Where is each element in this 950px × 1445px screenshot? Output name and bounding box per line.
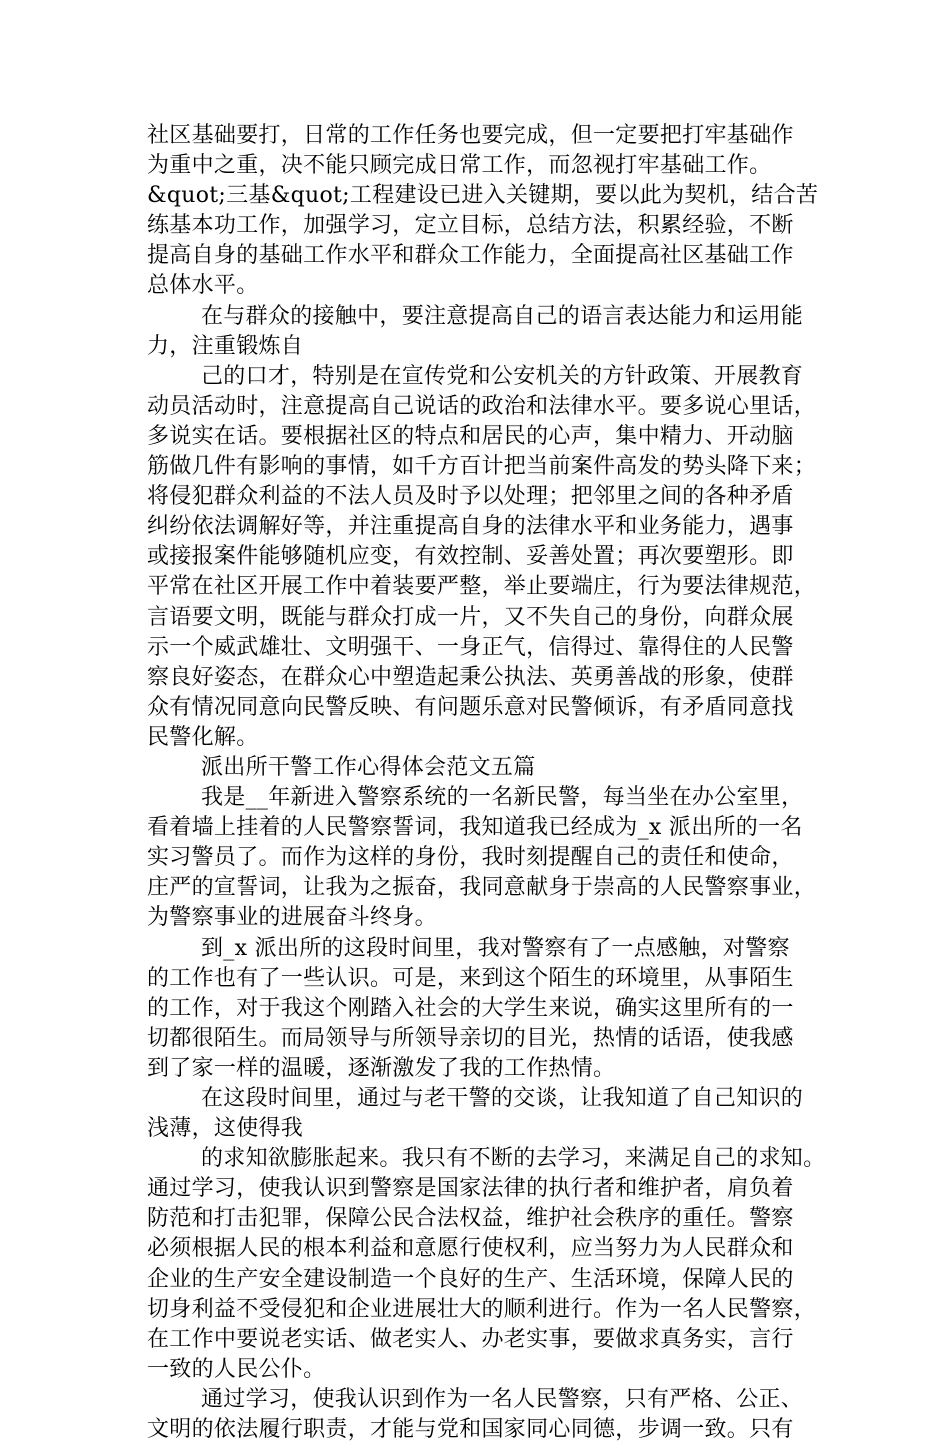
- text-line: 必须根据人民的根本利益和意愿行使权利，应当努力为人民群众和: [147, 1236, 794, 1262]
- text-line: 看着墙上挂着的人民警察誓词，我知道我已经成为_x 派出所的一名: [147, 815, 803, 841]
- text-line: 示一个威武雄壮、文明强干、一身正气，信得过、靠得住的人民警: [147, 634, 794, 660]
- text-line: 在这段时间里，通过与老干警的交谈，让我知道了自己知识的: [201, 1086, 804, 1111]
- text-line: 民警化解。: [147, 724, 259, 750]
- text-line: 平常在社区开展工作中着装要严整，举止要端庄，行为要法律规范，: [147, 574, 817, 600]
- text-line: 切身利益不受侵犯和企业进展壮大的顺利进行。作为一名人民警察，: [147, 1296, 817, 1322]
- text-line: 企业的生产安全建设制造一个良好的生产、生活环境，保障人民的: [147, 1266, 794, 1292]
- text-line: 庄严的宣誓词，让我为之振奋，我同意献身于崇高的人民警察事业，: [147, 875, 817, 901]
- text-line: 的工作也有了一些认识。可是，来到这个陌生的环境里，从事陌生: [147, 965, 794, 991]
- text-line: 练基本功工作，加强学习，定立目标，总结方法，积累经验，不断: [147, 213, 794, 239]
- text-line: 防范和打击犯罪，保障公民合法权益，维护社会秩序的重任。警察: [147, 1206, 794, 1232]
- text-line: 的求知欲膨胀起来。我只有不断的去学习，来满足自己的求知。: [201, 1146, 826, 1172]
- text-line: 我是__年新进入警察系统的一名新民警，每当坐在办公室里，: [201, 785, 804, 811]
- text-line: 众有情况同意向民警反映、有问题乐意对民警倾诉，有矛盾同意找: [147, 694, 794, 720]
- text-line: 的工作，对于我这个刚踏入社会的大学生来说，确实这里所有的一: [147, 995, 794, 1021]
- text-line: 多说实在话。要根据社区的特点和居民的心声，集中精力、开动脑: [147, 423, 794, 449]
- text-line: 总体水平。: [147, 273, 259, 299]
- text-line: 纠纷依法调解好等，并注重提高自身的法律水平和业务能力，遇事: [147, 514, 794, 540]
- text-line: 文明的依法履行职责，才能与党和国家同心同德，步调一致。只有: [147, 1417, 794, 1443]
- text-line: 言语要文明，既能与群众打成一片，又不失自己的身份，向群众展: [147, 604, 794, 630]
- text-line: 到_x 派出所的这段时间里，我对警察有了一点感触，对警察: [201, 935, 790, 961]
- text-line: 一致的人民公仆。: [147, 1356, 326, 1382]
- text-line: &quot;三基&quot;工程建设已进入关键期，要以此为契机，结合苦: [147, 183, 819, 209]
- text-line: 将侵犯群众利益的不法人员及时予以处理；把邻里之间的各种矛盾: [147, 484, 794, 510]
- text-line: 力，注重锻炼自: [147, 333, 304, 359]
- text-line: 为警察事业的进展奋斗终身。: [147, 905, 437, 931]
- text-line: 社区基础要打，日常的工作任务也要完成，但一定要把打牢基础作: [147, 123, 794, 148]
- text-line: 通过学习，使我认识到作为一名人民警察，只有严格、公正、: [201, 1386, 804, 1412]
- text-line: 动员活动时，注意提高自己说话的政治和法律水平。要多说心里话，: [147, 393, 817, 419]
- text-line: 提高自身的基础工作水平和群众工作能力，全面提高社区基础工作: [147, 243, 794, 269]
- text-line: 察良好姿态，在群众心中塑造起秉公执法、英勇善战的形象，使群: [147, 664, 794, 690]
- text-line: 在工作中要说老实话、做老实人、办老实事，要做求真务实，言行: [147, 1326, 794, 1352]
- text-line: 到了家一样的温暖，逐渐激发了我的工作热情。: [147, 1055, 616, 1081]
- text-line: 筋做几件有影响的事情，如千方百计把当前案件高发的势头降下来；: [147, 454, 817, 480]
- text-line: 为重中之重，决不能只顾完成日常工作，而忽视打牢基础工作。: [147, 153, 772, 179]
- text-line: 己的口才，特别是在宣传党和公安机关的方针政策、开展教育: [201, 363, 804, 389]
- text-line: 浅薄，这使得我: [147, 1116, 304, 1142]
- text-line: 或接报案件能够随机应变，有效控制、妥善处置；再次要塑形。即: [147, 544, 794, 570]
- text-line: 通过学习，使我认识到警察是国家法律的执行者和维护者，肩负着: [147, 1176, 794, 1202]
- text-line: 切都很陌生。而局领导与所领导亲切的目光，热情的话语，使我感: [147, 1025, 794, 1051]
- text-line: 派出所干警工作心得体会范文五篇: [201, 754, 536, 780]
- text-line: 实习警员了。而作为这样的身份，我时刻提醒自己的责任和使命，: [147, 845, 794, 871]
- text-line: 在与群众的接触中，要注意提高自己的语言表达能力和运用能: [201, 303, 804, 329]
- document-body: [147, 121, 826, 1445]
